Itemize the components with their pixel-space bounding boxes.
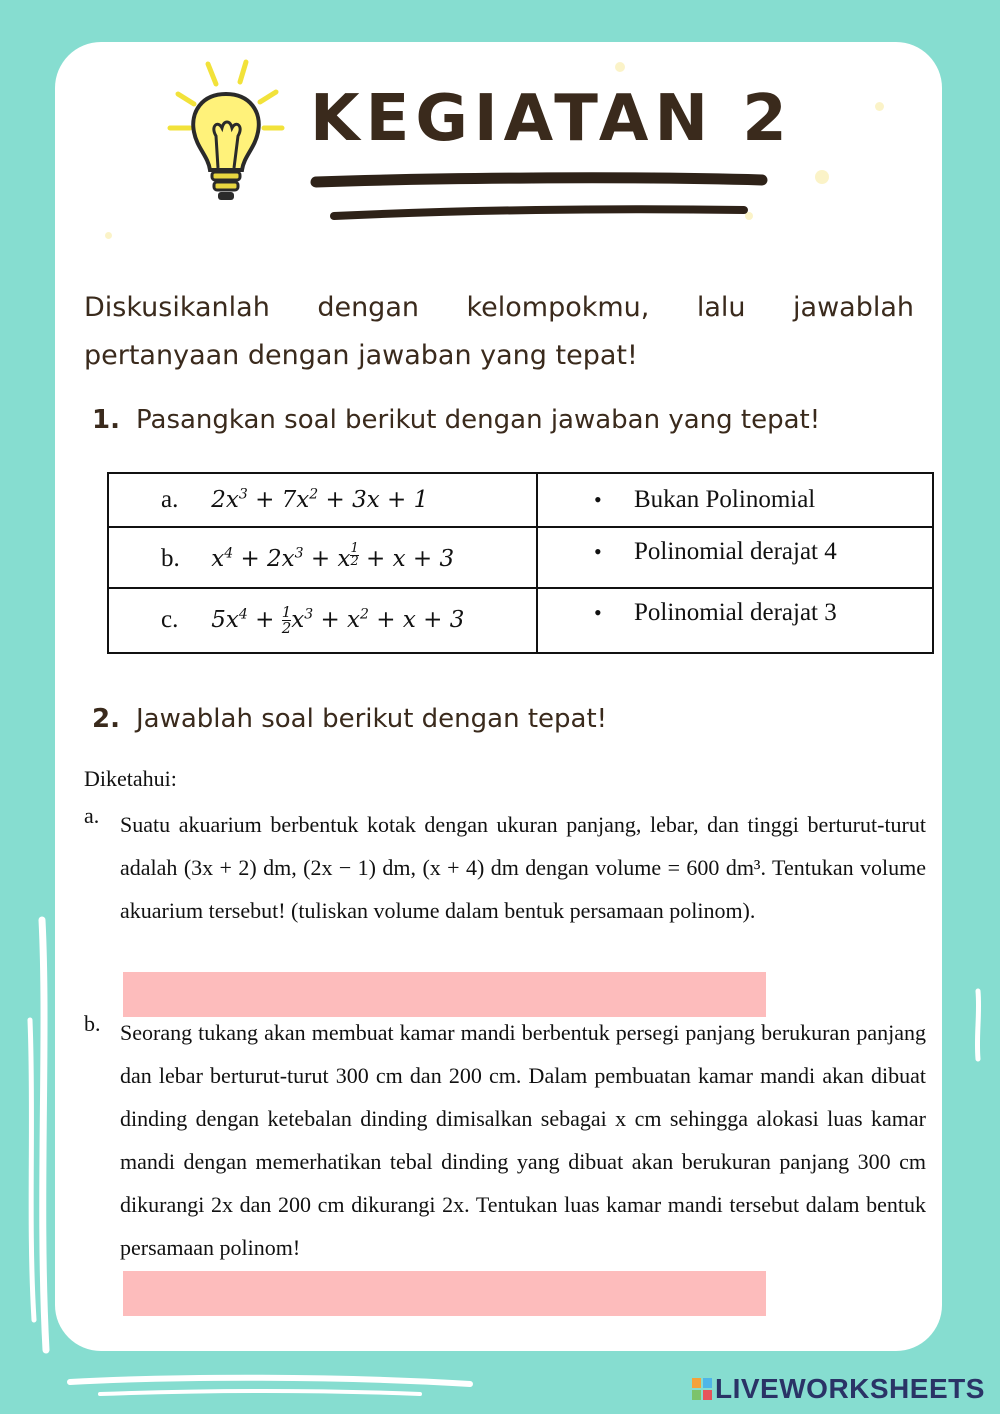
answer-input-b[interactable] xyxy=(123,1271,766,1316)
row-label: c. xyxy=(161,605,179,633)
answer-option[interactable]: Polinomial derajat 3 xyxy=(634,599,837,626)
table-row xyxy=(108,588,933,653)
given-label: Diketahui: xyxy=(84,766,177,791)
title-underline xyxy=(310,170,770,230)
expression-c-cell xyxy=(108,588,537,653)
answer-option[interactable]: Polinomial derajat 4 xyxy=(634,538,837,565)
table-row xyxy=(108,527,933,588)
question-1-text: Pasangkan soal berikut dengan jawaban yang tepat! xyxy=(136,405,821,435)
lightbulb-icon xyxy=(160,56,290,216)
brand-name: LIVEWORKSHEETS xyxy=(715,1373,985,1404)
table-row xyxy=(108,473,933,527)
instructions: Diskusikanlah dengan kelompokmu, lalu jawablah pertanyaan dengan jawaban yang tepat! xyxy=(84,292,914,371)
brand-logo xyxy=(692,1373,985,1405)
part-b-text: Seorang tukang akan membuat kamar mandi berbentuk persegi panjang berukuran panjang dan lebar berturut-turut 300 cm dan 200 cm. Dalam pembuatan kamar mandi akan dibuat dinding dengan ketebalan dinding dimisalkan sebagai x cm sehingga alokasi luas kamar mandi dengan memerhatikan tebal dinding yang dibuat akan berukuran panjang 300 cm dikurangi 2x dan 200 cm dikurangi 2x. Tentukan luas kamar mandi tersebut dalam bentuk persamaan polinom! xyxy=(120,1020,926,1260)
expression-b-cell xyxy=(108,527,537,588)
question-2-number: 2. xyxy=(92,704,120,734)
question-1-heading xyxy=(92,405,820,435)
liveworksheets-icon xyxy=(692,1378,712,1400)
part-b-label: b. xyxy=(84,1011,101,1036)
decorative-brush-strokes xyxy=(20,900,60,1370)
answer-option-cell[interactable] xyxy=(537,473,933,527)
decorative-brush-stroke-right xyxy=(968,985,988,1065)
answer-option-cell[interactable] xyxy=(537,527,933,588)
answer-option-cell[interactable] xyxy=(537,588,933,653)
expression-a: $2x^3 + 7x^2 + 3x + 1$ xyxy=(211,486,429,513)
answer-option[interactable]: Bukan Polinomial xyxy=(634,486,816,513)
part-a-label: a. xyxy=(84,803,100,828)
question-2-text: Jawablah soal berikut dengan tepat! xyxy=(136,704,608,734)
bullet-icon: • xyxy=(594,539,602,564)
matching-table xyxy=(107,472,934,654)
bullet-icon: • xyxy=(594,487,602,512)
page-title: KEGIATAN 2 xyxy=(310,82,793,156)
decorative-brush-stroke-bottom xyxy=(60,1370,480,1400)
row-label: b. xyxy=(161,544,180,572)
expression-b: $x^4 + 2x^3 + x$ $^{\frac{1}{2}}$ + x + 3 xyxy=(211,540,455,572)
expression-c: $5x^4$ + $\frac{1}{2}$ $x^3 + x^2 + x + 3$ xyxy=(211,603,465,637)
question-2-heading xyxy=(92,704,607,734)
question-1-number: 1. xyxy=(92,405,120,435)
part-a-text: Suatu akuarium berbentuk kotak dengan ukuran panjang, lebar, dan tinggi berturut-turut adalah (3x + 2) dm, (2x − 1) dm, (x + 4) dm dengan volume = 600 dm³. Tentukan volume akuarium tersebut! (tuliskan volume dalam bentuk persamaan polinom). xyxy=(120,812,926,923)
row-label: a. xyxy=(161,486,179,513)
bullet-icon: • xyxy=(594,600,602,625)
expression-a-cell xyxy=(108,473,537,527)
